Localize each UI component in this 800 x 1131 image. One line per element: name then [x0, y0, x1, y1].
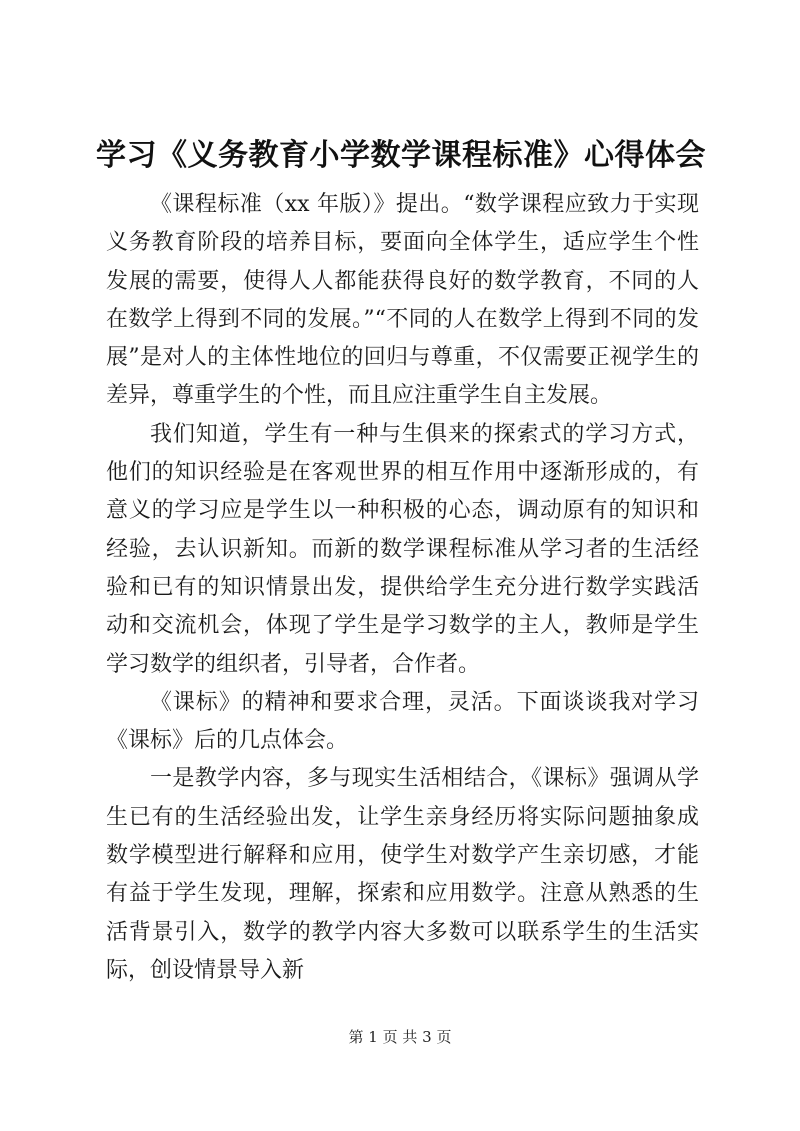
paragraph-2: 我们知道，学生有一种与生俱来的探索式的学习方式，他们的知识经验是在客观世界的相互作用中逐渐形成的，有意义的学习应是学生以一种积极的心态，调动原有的知识和经验，去认识新知。而新的数学课程标准从学习者的生活经验和已有的知识情景出发，提供给学生充分进行数学实践活动和交流机会，体现了学生是学习数学的主人，教师是学生学习数学的组织者，引导者，合作者。: [106, 421, 699, 677]
document-body: [106, 186, 699, 990]
paragraph-3: 《课标》的精神和要求合理，灵活。下面谈谈我对学习《课标》后的几点体会。: [106, 689, 699, 754]
paragraph-4: 一是教学内容，多与现实生活相结合，《课标》强调从学生已有的生活经验出发，让学生亲身经历将实际问题抽象成数学模型进行解释和应用，使学生对数学产生亲切感，才能有益于学生发现，理解，探索和应用数学。注意从熟悉的生活背景引入，数学的教学内容大多数可以联系学生的生活实际，创设情景导入新: [106, 766, 699, 983]
document-title: 学习《义务教育小学数学课程标准》心得体会: [96, 138, 706, 173]
page-number-footer: 第 1 页 共 3 页: [348, 1028, 452, 1046]
paragraph-1: 《课程标准（xx 年版）》提出。“数学课程应致力于实现义务教育阶段的培养目标，要面向全体学生，适应学生个性发展的需要，使得人人都能获得良好的数学教育，不同的人在数学上得到不同的发展。”“不同的人在数学上得到不同的发展”是对人的主体性地位的回归与尊重，不仅需要正视学生的差异，尊重学生的个性，而且应注重学生自主发展。: [106, 192, 699, 409]
